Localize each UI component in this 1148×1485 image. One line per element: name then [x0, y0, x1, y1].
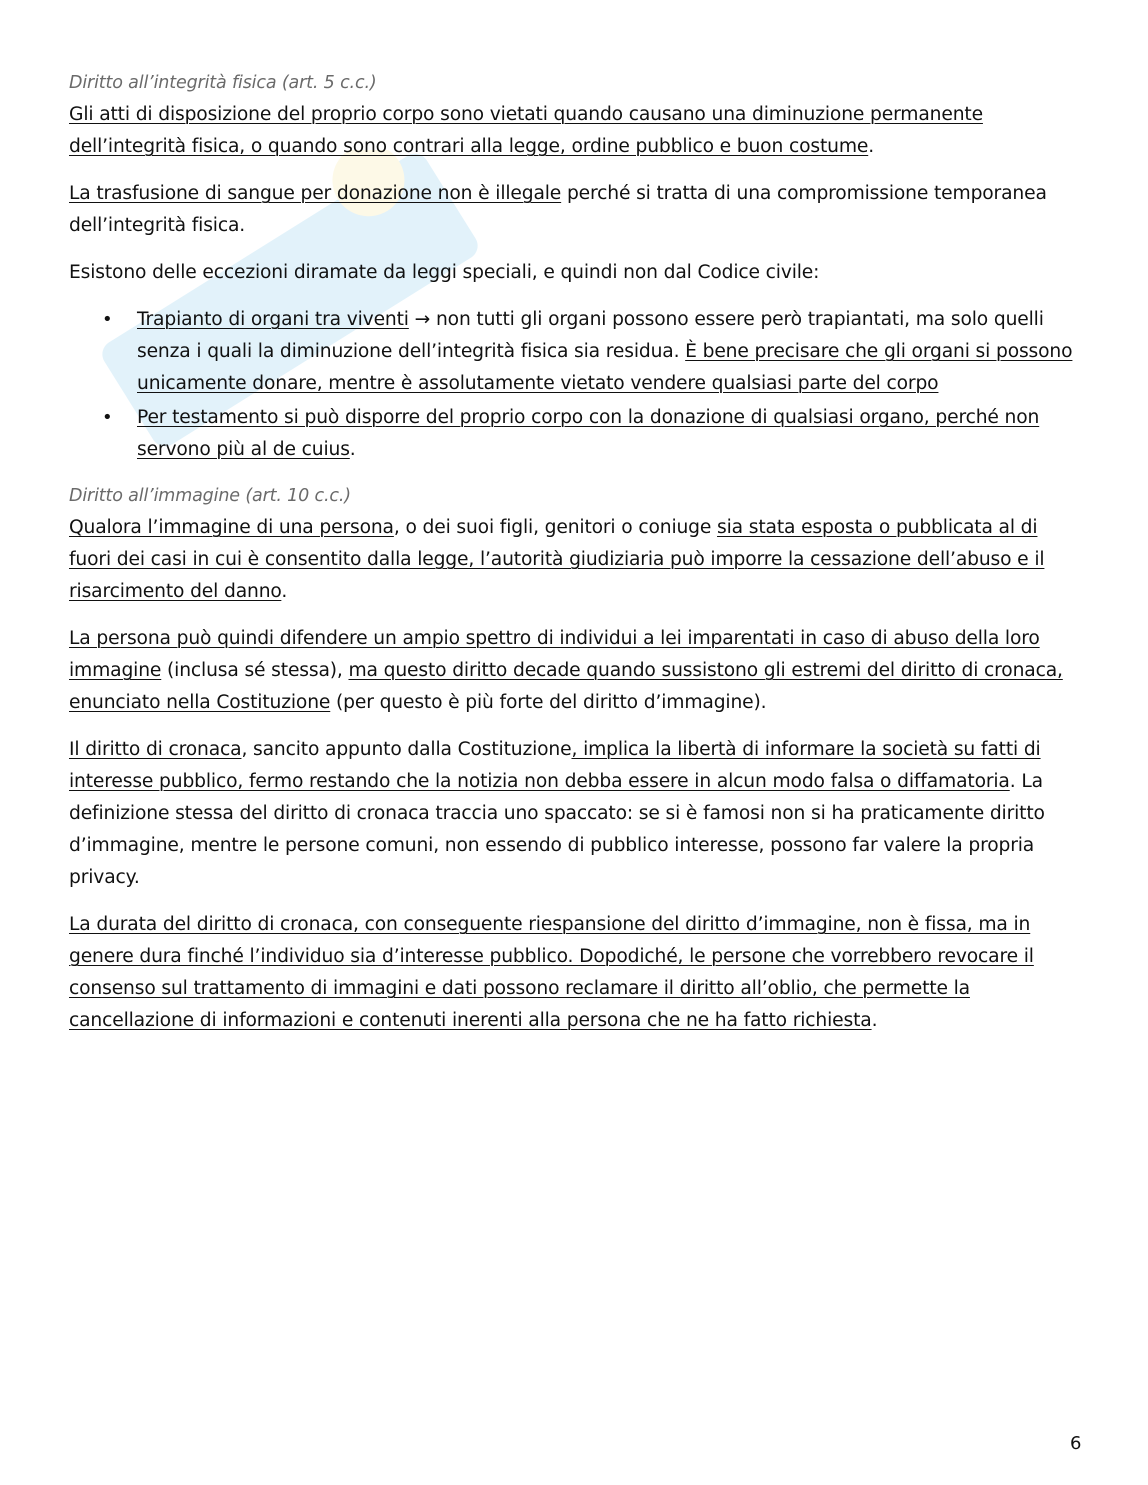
text: . La definizione stessa del diritto di cronaca traccia uno spaccato: se si è famosi non si ha praticamente diritto d’immagine, mentre le persone comuni, non essendo di pubblico interesse, possono far valere la propria privacy. — [69, 771, 1045, 888]
text: . — [281, 581, 288, 602]
underlined-text: , implica la libertà di informare la società su fatti di interesse pubblico, fermo restando che la notizia non debba essere in alcun modo falsa o diffamatoria — [69, 739, 1041, 792]
list-item — [69, 402, 1085, 466]
bullet-icon: • — [102, 407, 113, 428]
underlined-text: È bene precisare che gli organi si possono unicamente donare, mentre è assolutamente vietato vendere qualsiasi parte del corpo — [137, 341, 1073, 394]
section-heading-immagine: Diritto all’immagine (art. 10 c.c.) — [69, 486, 351, 506]
underlined-text: La trasfusione di sangue per donazione non è illegale — [69, 183, 562, 204]
text: perché si tratta di una compromissione temporanea dell’integrità fisica. — [69, 183, 1047, 236]
underlined-text: ma questo diritto decade quando sussistono gli estremi del diritto di cronaca, enunciato nella Costituzione — [69, 660, 1063, 713]
underlined-text: La durata del diritto di cronaca, con conseguente riespansione del diritto d’immagine, non è fissa, ma in genere dura finché l’individuo sia d’interesse pubblico. Dopodiché, le persone che vorrebbero revocare il consenso sul trattamento di immagini e dati possono reclamare il diritto all’oblio, che permette la cancellazione di informazioni e contenuti inerenti alla persona che ne ha fatto richiesta — [69, 914, 1034, 1031]
underlined-text: Qualora l’immagine di una persona — [69, 517, 394, 538]
text: (per questo è più forte del diritto d’immagine). — [330, 692, 767, 713]
underlined-text: sia stata esposta o pubblicata al di fuori dei casi in cui è consentito dalla legge, l’autorità giudiziaria può imporre la cessazione dell’abuso e il risarcimento del danno — [69, 517, 1045, 602]
paragraph — [69, 623, 1085, 719]
underlined-text: Il diritto di cronaca — [69, 739, 242, 760]
underlined-text: La persona può quindi difendere un ampio spettro di individui a lei imparentati in caso di abuso della loro immagine — [69, 628, 1040, 681]
underlined-text: Trapianto di organi tra viventi — [137, 309, 409, 330]
bullet-icon: • — [102, 309, 113, 330]
bullet-list — [69, 304, 1085, 466]
text: . — [868, 136, 875, 157]
paragraph — [69, 512, 1085, 608]
arrow-right-icon: → — [414, 309, 431, 330]
text: . — [349, 439, 356, 460]
text: non tutti gli organi possono essere però trapiantati, ma solo quelli senza i quali la diminuzione dell’integrità fisica sia residua. — [137, 309, 1044, 362]
underlined-text: Per testamento si può disporre del proprio corpo con la donazione di qualsiasi organo, perché non servono più al de cuius — [137, 407, 1040, 460]
paragraph — [69, 178, 1085, 242]
paragraph — [69, 909, 1085, 1037]
text: (inclusa sé stessa), — [161, 660, 349, 681]
underlined-text: Gli atti di disposizione del proprio corpo sono vietati quando causano una diminuzione permanente dell’integrità fisica, o quando sono contrari alla legge, ordine pubblico e buon costume — [69, 104, 983, 157]
paragraph — [69, 734, 1085, 894]
document-body — [69, 67, 1085, 1052]
list-item — [69, 304, 1085, 400]
text: . — [871, 1010, 878, 1031]
text: , sancito appunto dalla Costituzione — [241, 739, 572, 760]
paragraph — [69, 99, 1085, 163]
page-number: 6 — [1070, 1433, 1082, 1454]
section-heading-integrita: Diritto all’integrità fisica (art. 5 c.c.) — [69, 73, 377, 93]
paragraph: Esistono delle eccezioni diramate da leggi speciali, e quindi non dal Codice civile: — [69, 262, 820, 283]
text: , o dei suoi figli, genitori o coniuge — [393, 517, 718, 538]
